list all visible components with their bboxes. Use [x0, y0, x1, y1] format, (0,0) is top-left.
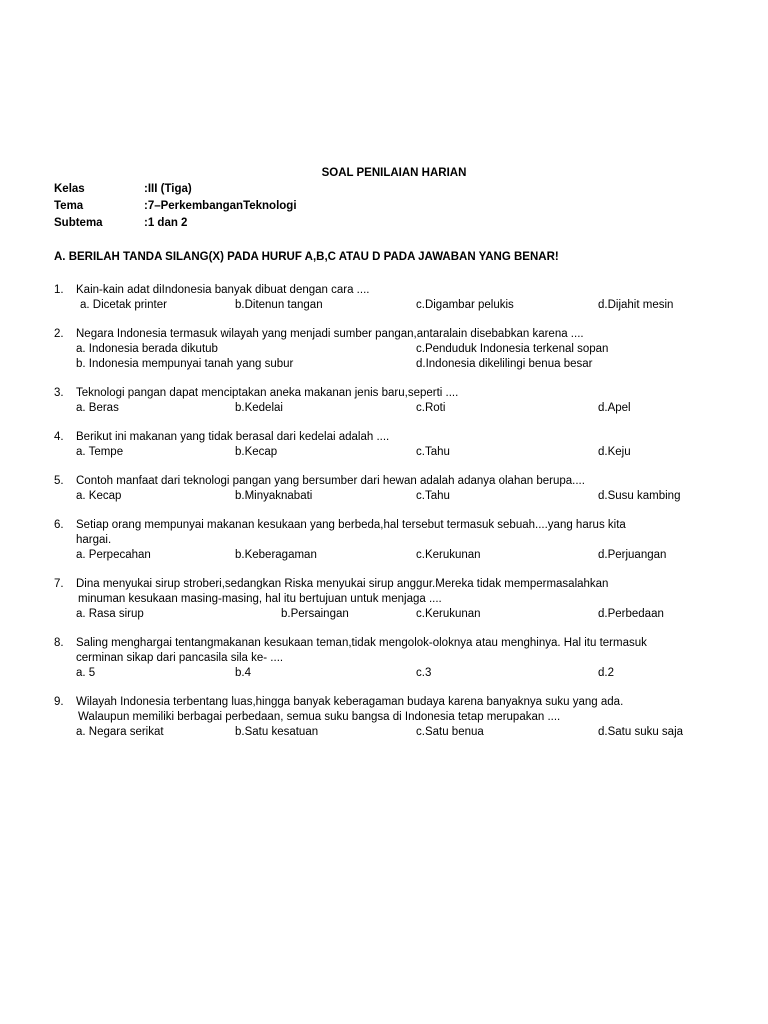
question-text: Berikut ini makanan yang tidak berasal dari kedelai adalah ....	[76, 431, 390, 443]
question-2	[54, 327, 714, 372]
option-d: d.Keju	[598, 446, 631, 458]
page-title: SOAL PENILAIAN HARIAN	[321, 167, 467, 179]
question-text: Negara Indonesia termasuk wilayah yang menjadi sumber pangan,antaralain disebabkan karena ....	[76, 328, 584, 340]
info-label: Kelas	[54, 183, 85, 195]
option-a: a. Beras	[76, 402, 119, 414]
option-a: a. Rasa sirup	[76, 608, 144, 620]
question-number: 5.	[54, 475, 64, 487]
question-4	[54, 430, 714, 460]
option-d: d.2	[598, 667, 614, 679]
option-c: c.Satu benua	[416, 726, 484, 738]
question-7	[54, 577, 714, 622]
option-c: c.Tahu	[416, 490, 450, 502]
option-b: b.Keberagaman	[235, 549, 317, 561]
info-label: Subtema	[54, 217, 103, 229]
question-options	[54, 401, 714, 416]
question-options	[54, 725, 714, 740]
question-number: 3.	[54, 387, 64, 399]
question-options	[54, 357, 714, 372]
question-text: Dina menyukai sirup stroberi,sedangkan Riska menyukai sirup anggur.Mereka tidak mempermasalahkan	[76, 578, 609, 590]
option-b: b.Minyaknabati	[235, 490, 313, 502]
question-options	[54, 489, 714, 504]
option-b: b. Indonesia mempunyai tanah yang subur	[76, 358, 294, 370]
question-number: 4.	[54, 431, 64, 443]
option-b: b.Ditenun tangan	[235, 299, 323, 311]
question-options	[54, 666, 714, 681]
option-b: b.Satu kesatuan	[235, 726, 319, 738]
option-c: c.Penduduk Indonesia terkenal sopan	[416, 343, 609, 355]
question-number: 1.	[54, 284, 64, 296]
option-a: a. Tempe	[76, 446, 124, 458]
option-c: c.Roti	[416, 402, 446, 414]
question-9	[54, 695, 714, 740]
info-value: :7–PerkembanganTeknologi	[144, 200, 297, 212]
question-text-continued: minuman kesukaan masing-masing, hal itu bertujuan untuk menjaga ....	[78, 593, 442, 605]
option-d: d.Dijahit mesin	[598, 299, 674, 311]
question-text: Teknologi pangan dapat menciptakan aneka makanan jenis baru,seperti ....	[76, 387, 459, 399]
option-a: a. Dicetak printer	[80, 299, 167, 311]
info-label: Tema	[54, 200, 84, 212]
question-options	[54, 607, 714, 622]
question-number: 2.	[54, 328, 64, 340]
question-number: 9.	[54, 696, 64, 708]
question-options	[54, 342, 714, 357]
question-text: Wilayah Indonesia terbentang luas,hingga banyak keberagaman budaya karena banyaknya suku yang ada.	[76, 696, 624, 708]
question-text: Saling menghargai tentangmakanan kesukaan teman,tidak mengolok-oloknya atau menghinya. Hal itu termasuk	[76, 637, 647, 649]
option-c: c.Kerukunan	[416, 549, 481, 561]
question-5	[54, 474, 714, 504]
option-d: d.Apel	[598, 402, 631, 414]
option-d: d.Perbedaan	[598, 608, 664, 620]
question-text-continued: cerminan sikap dari pancasila sila ke- ....	[76, 652, 284, 664]
question-6	[54, 518, 714, 563]
option-d: d.Indonesia dikelilingi benua besar	[416, 358, 593, 370]
question-text: Setiap orang mempunyai makanan kesukaan yang berbeda,hal tersebut termasuk sebuah....yang harus kita	[76, 519, 626, 531]
option-b: b.Persaingan	[281, 608, 349, 620]
option-a: a. Indonesia berada dikutub	[76, 343, 218, 355]
option-b: b.Kecap	[235, 446, 278, 458]
option-b: b.4	[235, 667, 251, 679]
question-number: 6.	[54, 519, 64, 531]
option-c: c.Tahu	[416, 446, 450, 458]
option-c: c.Digambar pelukis	[416, 299, 514, 311]
info-value: :III (Tiga)	[144, 183, 192, 195]
option-b: b.Kedelai	[235, 402, 283, 414]
question-number: 8.	[54, 637, 64, 649]
option-d: d.Satu suku saja	[598, 726, 684, 738]
option-c: c.Kerukunan	[416, 608, 481, 620]
question-text-continued: hargai.	[76, 534, 112, 546]
question-options	[54, 298, 714, 313]
option-d: d.Susu kambing	[598, 490, 681, 502]
question-number: 7.	[54, 578, 64, 590]
option-a: a. Kecap	[76, 490, 122, 502]
question-options	[54, 548, 714, 563]
option-a: a. 5	[76, 667, 96, 679]
option-a: a. Perpecahan	[76, 549, 151, 561]
option-a: a. Negara serikat	[76, 726, 164, 738]
question-3	[54, 386, 714, 416]
question-text-continued: Walaupun memiliki berbagai perbedaan, semua suku bangsa di Indonesia tetap merupakan ....	[78, 711, 561, 723]
question-1	[54, 283, 714, 313]
option-c: c.3	[416, 667, 432, 679]
question-text: Kain-kain adat diIndonesia banyak dibuat dengan cara ....	[76, 284, 370, 296]
info-value: :1 dan 2	[144, 217, 188, 229]
question-8	[54, 636, 714, 681]
instruction-heading: A. BERILAH TANDA SILANG(X) PADA HURUF A,B,C ATAU D PADA JAWABAN YANG BENAR!	[54, 251, 559, 263]
question-options	[54, 445, 714, 460]
question-text: Contoh manfaat dari teknologi pangan yang bersumber dari hewan adalah adanya olahan berupa....	[76, 475, 585, 487]
option-d: d.Perjuangan	[598, 549, 667, 561]
